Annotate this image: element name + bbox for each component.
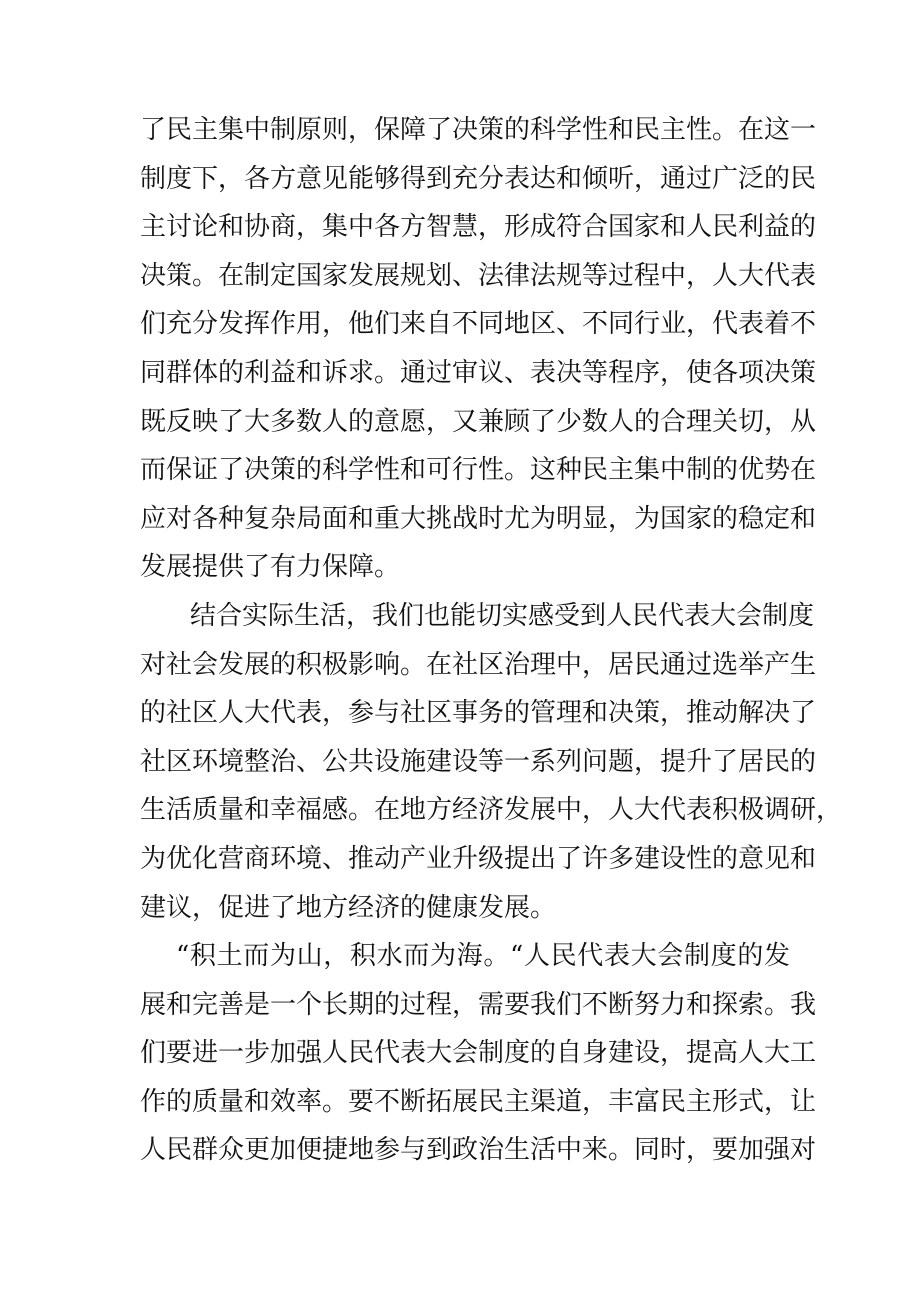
text-line: 主讨论和协商，集中各方智慧，形成符合国家和人民利益的 xyxy=(140,212,817,243)
document-body xyxy=(140,106,843,1175)
text-line: 制度下，各方意见能够得到充分表达和倾听，通过广泛的民 xyxy=(140,163,817,194)
text-line: “积土而为山，积水而为海。“人民代表大会制度的发 xyxy=(176,941,790,972)
text-line: 作的质量和效率。要不断拓展民主渠道，丰富民主形式，让 xyxy=(140,1086,817,1117)
text-line: 们充分发挥作用，他们来自不同地区、不同行业，代表着不 xyxy=(140,309,817,340)
text-line: 既反映了大多数人的意愿，又兼顾了少数人的合理关切，从 xyxy=(140,406,817,437)
text-line: 们要进一步加强人民代表大会制度的自身建设，提高人大工 xyxy=(140,1038,817,1069)
text-line: 决策。在制定国家发展规划、法律法规等过程中，人大代表 xyxy=(140,260,817,291)
text-line: 而保证了决策的科学性和可行性。这种民主集中制的优势在 xyxy=(140,455,817,486)
text-line: 应对各种复杂局面和重大挑战时尤为明显，为国家的稳定和 xyxy=(140,503,817,534)
text-line: 结合实际生活，我们也能切实感受到人民代表大会制度 xyxy=(190,600,815,631)
text-line: 同群体的利益和诉求。通过审议、表决等程序，使各项决策 xyxy=(140,357,817,388)
text-line: 建议，促进了地方经济的健康发展。 xyxy=(140,892,557,923)
text-line: 的社区人大代表，参与社区事务的管理和决策，推动解决了 xyxy=(140,698,817,729)
text-line: 对社会发展的积极影响。在社区治理中，居民通过选举产生 xyxy=(140,649,817,680)
text-line: 发展提供了有力保障。 xyxy=(140,552,401,583)
text-line: 社区环境整治、公共设施建设等一系列问题，提升了居民的 xyxy=(140,746,817,777)
text-line: 展和完善是一个长期的过程，需要我们不断努力和探索。我 xyxy=(140,989,817,1020)
text-line: 了民主集中制原则，保障了决策的科学性和民主性。在这一 xyxy=(140,115,817,145)
text-line: 生活质量和幸福感。在地方经济发展中，人大代表积极调研， xyxy=(140,795,843,826)
text-line: 人民群众更加便捷地参与到政治生活中来。同时，要加强对 xyxy=(140,1135,817,1166)
text-line: 为优化营商环境、推动产业升级提出了许多建设性的意见和 xyxy=(140,843,817,874)
